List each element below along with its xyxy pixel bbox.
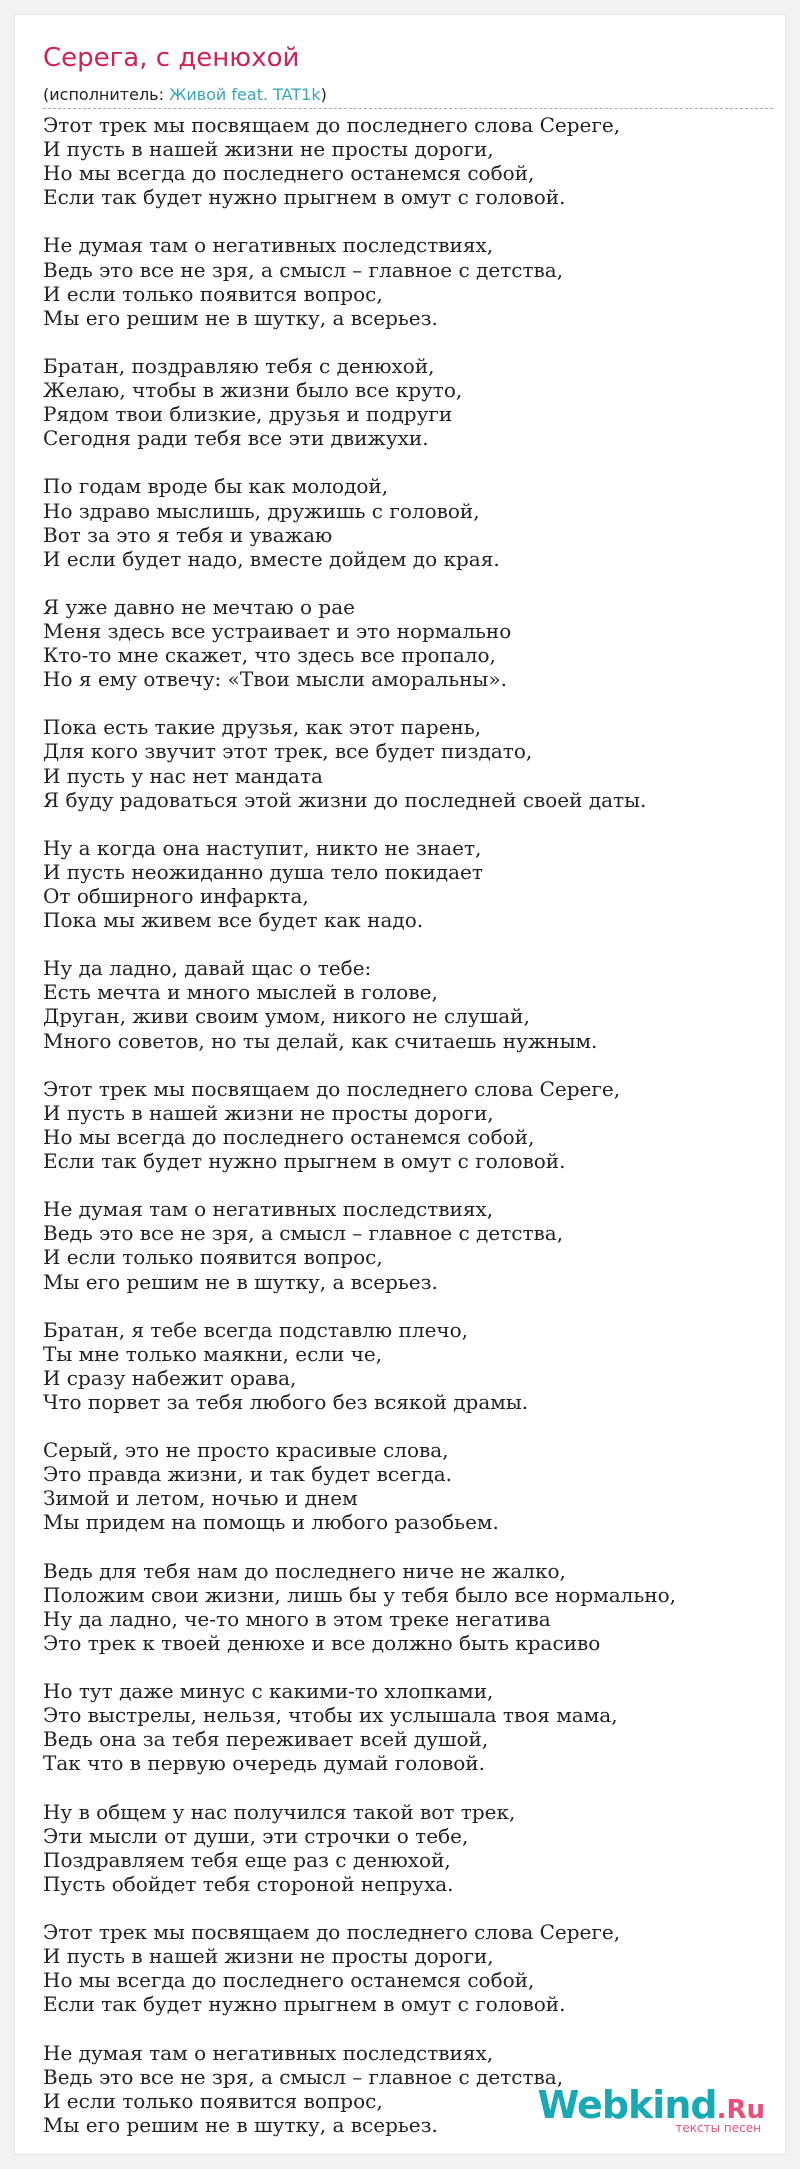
lyrics-line: И пусть в нашей жизни не просты дороги, (43, 137, 494, 162)
lyrics-line: Не думая там о негативных последствиях, (43, 233, 494, 258)
logo-tagline: тексты песен (675, 2121, 761, 2135)
lyrics-line: Положим свои жизни, лишь бы у тебя было все нормально, (43, 1582, 676, 1607)
lyrics-line: По годам вроде бы как молодой, (43, 474, 389, 499)
lyrics-line: Желаю, чтобы в жизни было все круто, (43, 378, 463, 403)
lyrics-line: Ну в общем у нас получился такой вот трек, (43, 1799, 516, 1824)
lyrics-line: Мы его решим не в шутку, а всерьез. (43, 2112, 438, 2137)
lyrics-card (14, 14, 786, 2155)
lyrics-line: Ведь это все не зря, а смысл – главное с детства, (43, 2064, 564, 2089)
lyrics-line: Рядом твои близкие, друзья и подруги (43, 402, 453, 427)
song-title: Серега, с денюхой (43, 43, 300, 73)
lyrics-line: И пусть у нас нет мандата (43, 763, 323, 788)
lyrics-stanza (43, 715, 773, 811)
webkind-logo[interactable] (537, 2083, 765, 2135)
artist-prefix: (исполнитель: (43, 85, 170, 104)
lyrics-line: Этот трек мы посвящаем до последнего слова Сереге, (43, 1076, 621, 1101)
lyrics-line: Я уже давно не мечтаю о рае (43, 594, 355, 619)
lyrics-line: Эти мысли от души, эти строчки о тебе, (43, 1823, 469, 1848)
lyrics-line: Серый, это не просто красивые слова, (43, 1438, 449, 1463)
lyrics-line: Что порвет за тебя любого без всякой драмы. (43, 1389, 529, 1414)
lyrics-line: Не думая там о негативных последствиях, (43, 1197, 494, 1222)
lyrics-line: Пока мы живем все будет как надо. (43, 908, 424, 933)
lyrics-line: Если так будет нужно прыгнем в омут с головой. (43, 1149, 566, 1174)
lyrics-line: Мы придем на помощь и любого разобьем. (43, 1510, 499, 1535)
lyrics-stanza (43, 1197, 773, 1293)
lyrics-line: Это трек к твоей денюхе и все должно быть красиво (43, 1630, 601, 1655)
lyrics-line: И пусть неожиданно душа тело покидает (43, 859, 483, 884)
lyrics-stanza (43, 233, 773, 329)
lyrics-line: И если будет надо, вместе дойдем до края. (43, 546, 500, 571)
artist-suffix: ) (320, 85, 327, 104)
lyrics-line: Не думая там о негативных последствиях, (43, 2040, 494, 2065)
lyrics-line: И пусть в нашей жизни не просты дороги, (43, 1944, 494, 1969)
lyrics-line: Зимой и летом, ночью и днем (43, 1486, 358, 1511)
lyrics-line: Много советов, но ты делай, как считаешь нужным. (43, 1028, 598, 1053)
lyrics-line: Но здраво мыслишь, дружишь с головой, (43, 498, 480, 523)
lyrics-line: Братан, поздравляю тебя с денюхой, (43, 353, 435, 378)
lyrics-line: Ведь это все не зря, а смысл – главное с детства, (43, 1221, 564, 1246)
lyrics-line: Если так будет нужно прыгнем в омут с головой. (43, 185, 566, 210)
lyrics-stanza (43, 595, 773, 691)
lyrics-stanza (43, 1920, 773, 2016)
lyrics-stanza (43, 1559, 773, 1655)
lyrics-stanza (43, 354, 773, 450)
lyrics-line: Ну да ладно, че-то много в этом треке негатива (43, 1606, 551, 1631)
artist-line (43, 85, 773, 109)
lyrics-line: Ведь она за тебя переживает всей душой, (43, 1727, 489, 1752)
lyrics-stanza (43, 1800, 773, 1896)
lyrics-stanza (43, 1438, 773, 1534)
lyrics-line: Мы его решим не в шутку, а всерьез. (43, 1269, 438, 1294)
lyrics-line: Поздравляем тебя еще раз с денюхой, (43, 1847, 451, 1872)
lyrics-line: Но мы всегда до последнего останемся собой, (43, 1124, 535, 1149)
lyrics-line: Пока есть такие друзья, как этот парень, (43, 715, 482, 740)
lyrics-line: Мы его решим не в шутку, а всерьез. (43, 305, 438, 330)
lyrics-line: Есть мечта и много мыслей в голове, (43, 980, 438, 1005)
lyrics-line: Сегодня ради тебя все эти движухи. (43, 426, 429, 451)
lyrics-stanza (43, 113, 773, 209)
logo-domain: .Ru (716, 2095, 765, 2125)
lyrics-stanza (43, 836, 773, 932)
lyrics-line: И если только появится вопрос, (43, 281, 383, 306)
lyrics-line: Этот трек мы посвящаем до последнего слова Сереге, (43, 1920, 621, 1945)
lyrics-line: Братан, я тебе всегда подставлю плечо, (43, 1317, 469, 1342)
lyrics-line: Друган, живи своим умом, никого не слушай, (43, 1004, 530, 1029)
lyrics-line: Для кого звучит этот трек, все будет пиздато, (43, 739, 533, 764)
logo-wordmark: Webkind (537, 2083, 717, 2127)
lyrics-line: Этот трек мы посвящаем до последнего слова Сереге, (43, 113, 621, 137)
lyrics-line: Это правда жизни, и так будет всегда. (43, 1462, 452, 1487)
lyrics-stanza (43, 956, 773, 1052)
lyrics-line: Так что в первую очередь думай головой. (43, 1751, 485, 1776)
lyrics-line: Ну да ладно, давай щас о тебе: (43, 956, 372, 981)
lyrics-line: Если так будет нужно прыгнем в омут с головой. (43, 1992, 566, 2017)
lyrics-line: Но мы всегда до последнего останемся собой, (43, 161, 535, 186)
lyrics-line: И сразу набежит орава, (43, 1365, 297, 1390)
lyrics-line: Но тут даже минус с какими-то хлопками, (43, 1679, 494, 1704)
lyrics-line: И если только появится вопрос, (43, 2088, 383, 2113)
lyrics-stanza (43, 1679, 773, 1775)
lyrics-line: И пусть в нашей жизни не просты дороги, (43, 1100, 494, 1125)
lyrics-stanza (43, 1318, 773, 1414)
artist-link[interactable]: Живой feat. TAT1k (169, 85, 321, 104)
lyrics-line: Я буду радоваться этой жизни до последней своей даты. (43, 787, 647, 812)
lyrics-line: Ты мне только маякни, если че, (43, 1341, 383, 1366)
lyrics-line: Ведь для тебя нам до последнего ниче не жалко, (43, 1558, 566, 1583)
lyrics-line: Но мы всегда до последнего останемся собой, (43, 1968, 535, 1993)
lyrics-line: Это выстрелы, нельзя, чтобы их услышала твоя мама, (43, 1703, 618, 1728)
lyrics-line: Меня здесь все устраивает и это нормально (43, 618, 512, 643)
lyrics-stanza (43, 474, 773, 570)
lyrics-line: Но я ему отвечу: «Твои мысли аморальны». (43, 667, 507, 692)
lyrics-line: И если только появится вопрос, (43, 1245, 383, 1270)
lyrics-line: Пусть обойдет тебя стороной непруха. (43, 1871, 454, 1896)
lyrics-line: От обширного инфаркта, (43, 884, 309, 908)
lyrics-line: Вот за это я тебя и уважаю (43, 522, 333, 547)
lyrics-line: Ну а когда она наступит, никто не знает, (43, 835, 482, 860)
lyrics-line: Ведь это все не зря, а смысл – главное с детства, (43, 257, 564, 282)
lyrics-text (43, 113, 773, 2155)
lyrics-line: Кто-то мне скажет, что здесь все пропало, (43, 643, 496, 668)
lyrics-stanza (43, 1077, 773, 1173)
